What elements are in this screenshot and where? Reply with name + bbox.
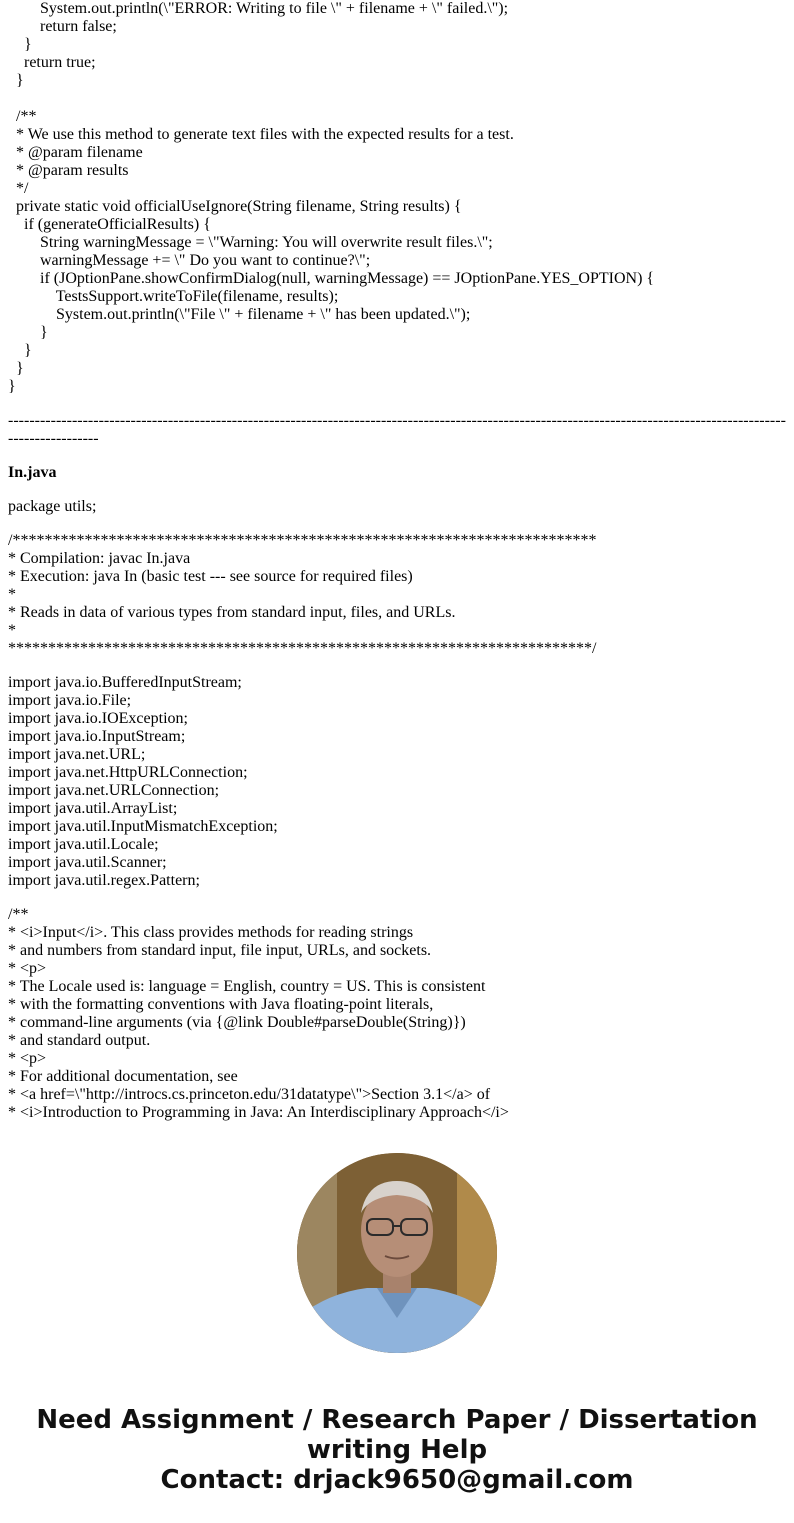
file-title: In.java [8, 464, 57, 481]
doc-comment-block [8, 906, 794, 1122]
code-line: } [8, 72, 24, 89]
code-line: * @param filename [8, 144, 143, 161]
code-line: } [8, 342, 32, 359]
doc-comment-line: * and numbers from standard input, file input, URLs, and sockets. [8, 942, 432, 959]
doc-comment-line: * and standard output. [8, 1032, 151, 1049]
comment-line: * [8, 622, 16, 639]
comment-line: * [8, 586, 16, 603]
code-line: String warningMessage = \"Warning: You will overwrite result files.\"; [8, 234, 493, 251]
code-line: * We use this method to generate text files with the expected results for a test. [8, 126, 514, 143]
promo-line-1: Need Assignment / Research Paper / Dissertation [36, 1405, 758, 1435]
code-line: warningMessage += \" Do you want to continue?\"; [8, 252, 371, 269]
doc-comment-line: * <p> [8, 1050, 47, 1067]
comment-line: *************************************************************************/ [8, 640, 597, 657]
code-line: TestsSupport.writeToFile(filename, results); [8, 288, 339, 305]
document-content [8, 0, 794, 1122]
doc-comment-line: * <p> [8, 960, 47, 977]
comment-line: * Compilation: javac In.java [8, 550, 191, 567]
promo-line-2: writing Help [306, 1435, 488, 1465]
comment-line: /************************************************************************* [8, 532, 597, 549]
header-comment-block [8, 532, 794, 658]
doc-comment-line: * command-line arguments (via {@link Double#parseDouble(String)}) [8, 1014, 466, 1031]
imports-block [8, 674, 794, 890]
doc-comment-line: /** [8, 906, 29, 923]
code-line: } [8, 36, 32, 53]
doc-comment-line: * <i>Introduction to Programming in Java: An Interdisciplinary Approach</i> [8, 1104, 509, 1121]
code-line: } [8, 324, 48, 341]
import-line: import java.io.IOException; [8, 710, 188, 727]
doc-comment-line: * For additional documentation, see [8, 1068, 238, 1085]
import-line: import java.net.URL; [8, 746, 146, 763]
code-line: System.out.println(\"ERROR: Writing to file \" + filename + \" failed.\"); [8, 0, 509, 17]
code-line: } [8, 378, 16, 395]
doc-comment-line: * <a href=\"http://introcs.cs.princeton.edu/31datatype\">Section 3.1</a> of [8, 1086, 491, 1103]
comment-line: * Reads in data of various types from standard input, files, and URLs. [8, 604, 456, 621]
code-line: if (generateOfficialResults) { [8, 216, 211, 233]
import-line: import java.util.ArrayList; [8, 800, 178, 817]
separator-line: ------------------------------------------------------------------------------------------------------------------------------------------------------------------- [8, 412, 786, 447]
code-line: return false; [8, 18, 117, 35]
code-line [8, 90, 794, 108]
code-line: } [8, 360, 24, 377]
comment-line: * Execution: java In (basic test --- see source for required files) [8, 568, 413, 585]
code-line: if (JOptionPane.showConfirmDialog(null, warningMessage) == JOptionPane.YES_OPTION) { [8, 270, 655, 287]
code-block-top [8, 0, 794, 396]
import-line: import java.util.Locale; [8, 836, 159, 853]
author-photo [297, 1153, 497, 1353]
doc-comment-line: * The Locale used is: language = English, country = US. This is consistent [8, 978, 486, 995]
doc-comment-line: * <i>Input</i>. This class provides methods for reading strings [8, 924, 414, 941]
code-line: * @param results [8, 162, 129, 179]
import-line: import java.io.BufferedInputStream; [8, 674, 242, 691]
code-line: System.out.println(\"File \" + filename + \" has been updated.\"); [8, 306, 471, 323]
import-line: import java.io.File; [8, 692, 132, 709]
import-line: import java.net.HttpURLConnection; [8, 764, 248, 781]
import-line: import java.util.regex.Pattern; [8, 872, 200, 889]
promo-banner [0, 1405, 794, 1495]
doc-comment-line: * with the formatting conventions with Java floating-point literals, [8, 996, 434, 1013]
import-line: import java.io.InputStream; [8, 728, 186, 745]
code-line: /** [8, 108, 37, 125]
code-line: */ [8, 180, 29, 197]
import-line: import java.util.Scanner; [8, 854, 167, 871]
import-line: import java.util.InputMismatchException; [8, 818, 278, 835]
promo-contact-line: Contact: drjack9650@gmail.com [160, 1465, 634, 1495]
code-line: return true; [8, 54, 96, 71]
package-line: package utils; [8, 498, 97, 515]
code-line: private static void officialUseIgnore(String filename, String results) { [8, 198, 462, 215]
import-line: import java.net.URLConnection; [8, 782, 220, 799]
